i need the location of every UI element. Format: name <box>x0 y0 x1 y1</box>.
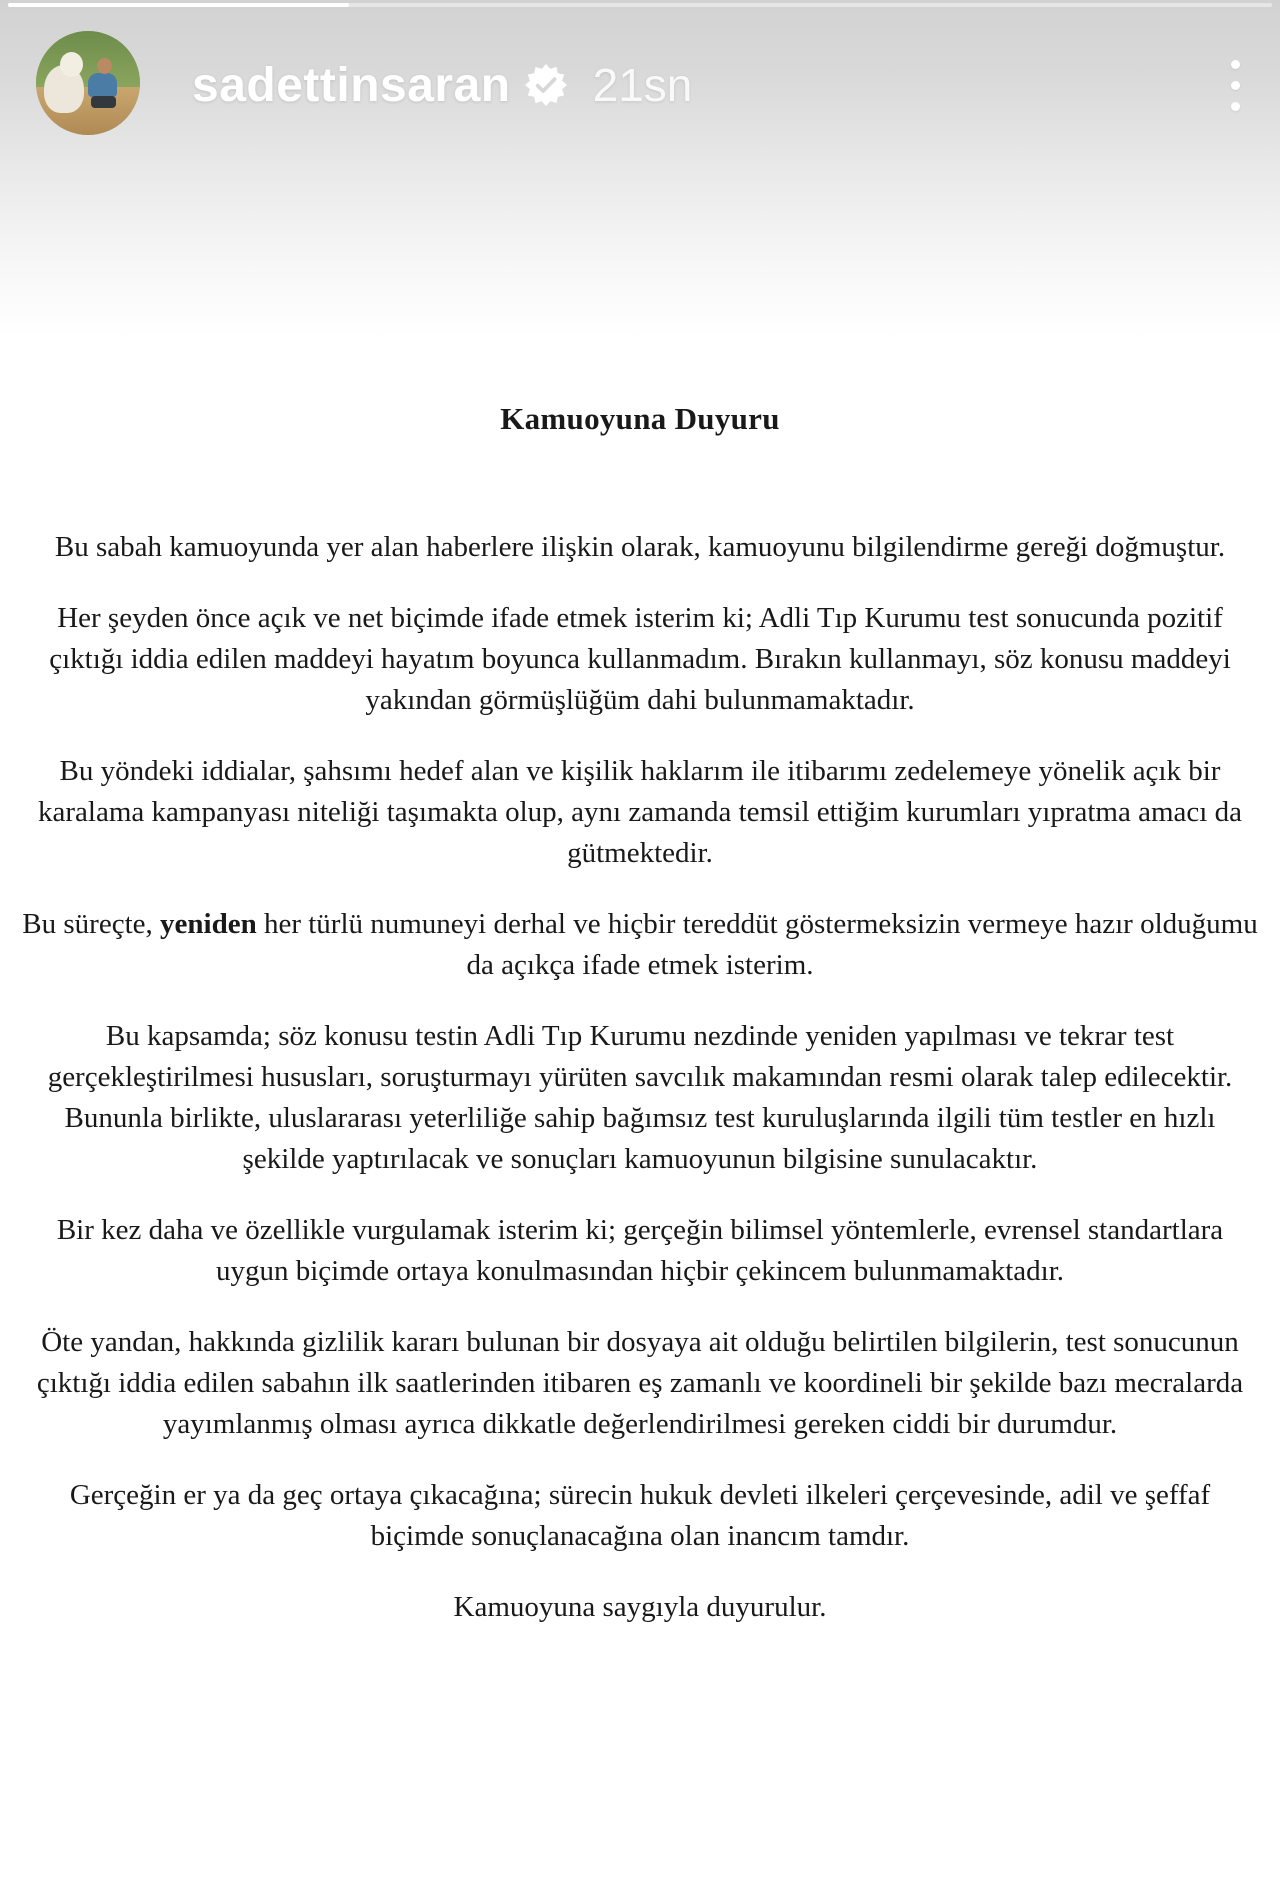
avatar-person-torso <box>88 73 117 97</box>
paragraph-2: Her şeyden önce açık ve net biçimde ifade etmek isterim ki; Adli Tıp Kurumu test sonucunda pozitif çıktığı iddia edilen maddeyi hayatım boyunca kullanmadım. Bırakın kullanmayı, söz konusu maddeyi yakından görmüşlüğüm dahi bulunmamaktadır. <box>49 602 1231 716</box>
document-closing: Kamuoyuna saygıyla duyurulur. <box>453 1591 827 1623</box>
username[interactable]: sadettinsaran <box>192 58 511 112</box>
paragraph-segment: her türlü numuneyi derhal ve hiçbir tereddüt göstermeksizin vermeye hazır olduğumu da açıkça ifade etmek isterim. <box>256 908 1258 981</box>
avatar[interactable] <box>36 31 140 135</box>
paragraph-3: Bu yöndeki iddialar, şahsımı hedef alan ve kişilik haklarım ile itibarımı zedelemeye yönelik açık bir karalama kampanyası niteliği taşımakta olup, aynı zamanda temsil ettiğim kurumları yıpratma amacı da gütmektedir. <box>38 755 1242 869</box>
paragraph-1: Bu sabah kamuoyunda yer alan haberlere ilişkin olarak, kamuoyunu bilgilendirme gereği doğmuştur. <box>54 531 1226 563</box>
story-timestamp: 21sn <box>592 59 693 111</box>
paragraph-segment: Bu süreçte, <box>22 908 161 940</box>
avatar-person-legs <box>91 96 116 108</box>
paragraph-6: Bununla birlikte, uluslararası yeterliliğe sahip bağımsız test kuruluşlarında ilgili tüm testler en hızlı şekilde yaptırılacak ve sonuçları kamuoyunun bilgisine sunulacaktır. <box>64 1102 1216 1175</box>
paragraph-5: Bu kapsamda; söz konusu testin Adli Tıp Kurumu nezdinde yeniden yapılması ve tekrar test gerçekleştirilmesi hususları, soruşturmayı yürüten savcılık makamından resmi olarak talep edilecektir. <box>47 1020 1233 1093</box>
paragraph-4 <box>22 904 1258 986</box>
menu-dot <box>1231 102 1240 111</box>
paragraph-segment-bold: yeniden <box>160 908 257 940</box>
avatar-dog-head <box>60 52 83 77</box>
paragraph-9: Gerçeğin er ya da geç ortaya çıkacağına; sürecin hukuk devleti ilkeleri çerçevesinde, adil ve şeffaf biçimde sonuçlanacağına olan inancım tamdır. <box>69 1479 1211 1552</box>
paragraph-8: Öte yandan, hakkında gizlilik kararı bulunan bir dosyaya ait olduğu belirtilen bilgilerin, test sonucunun çıktığı iddia edilen sabahın ilk saatlerinden itibaren eş zamanlı ve koordineli bir şekilde bazı mecralarda yayımlanmış olması ayrıca dikkatle değerlendirilmesi gereken ciddi bir durumdur. <box>36 1326 1244 1440</box>
more-options-button[interactable] <box>1213 46 1258 125</box>
verified-badge-icon <box>525 64 567 106</box>
story-header <box>0 0 1280 170</box>
avatar-person-head <box>97 58 112 74</box>
document-title: Kamuoyuna Duyuru <box>500 401 780 436</box>
menu-dot <box>1231 81 1240 90</box>
paragraph-7: Bir kez daha ve özellikle vurgulamak isterim ki; gerçeğin bilimsel yöntemlerle, evrensel standartlara uygun biçimde ortaya konulmasından hiçbir çekincem bulunmamaktadır. <box>56 1214 1224 1287</box>
user-line <box>192 58 692 113</box>
menu-dot <box>1231 60 1240 69</box>
